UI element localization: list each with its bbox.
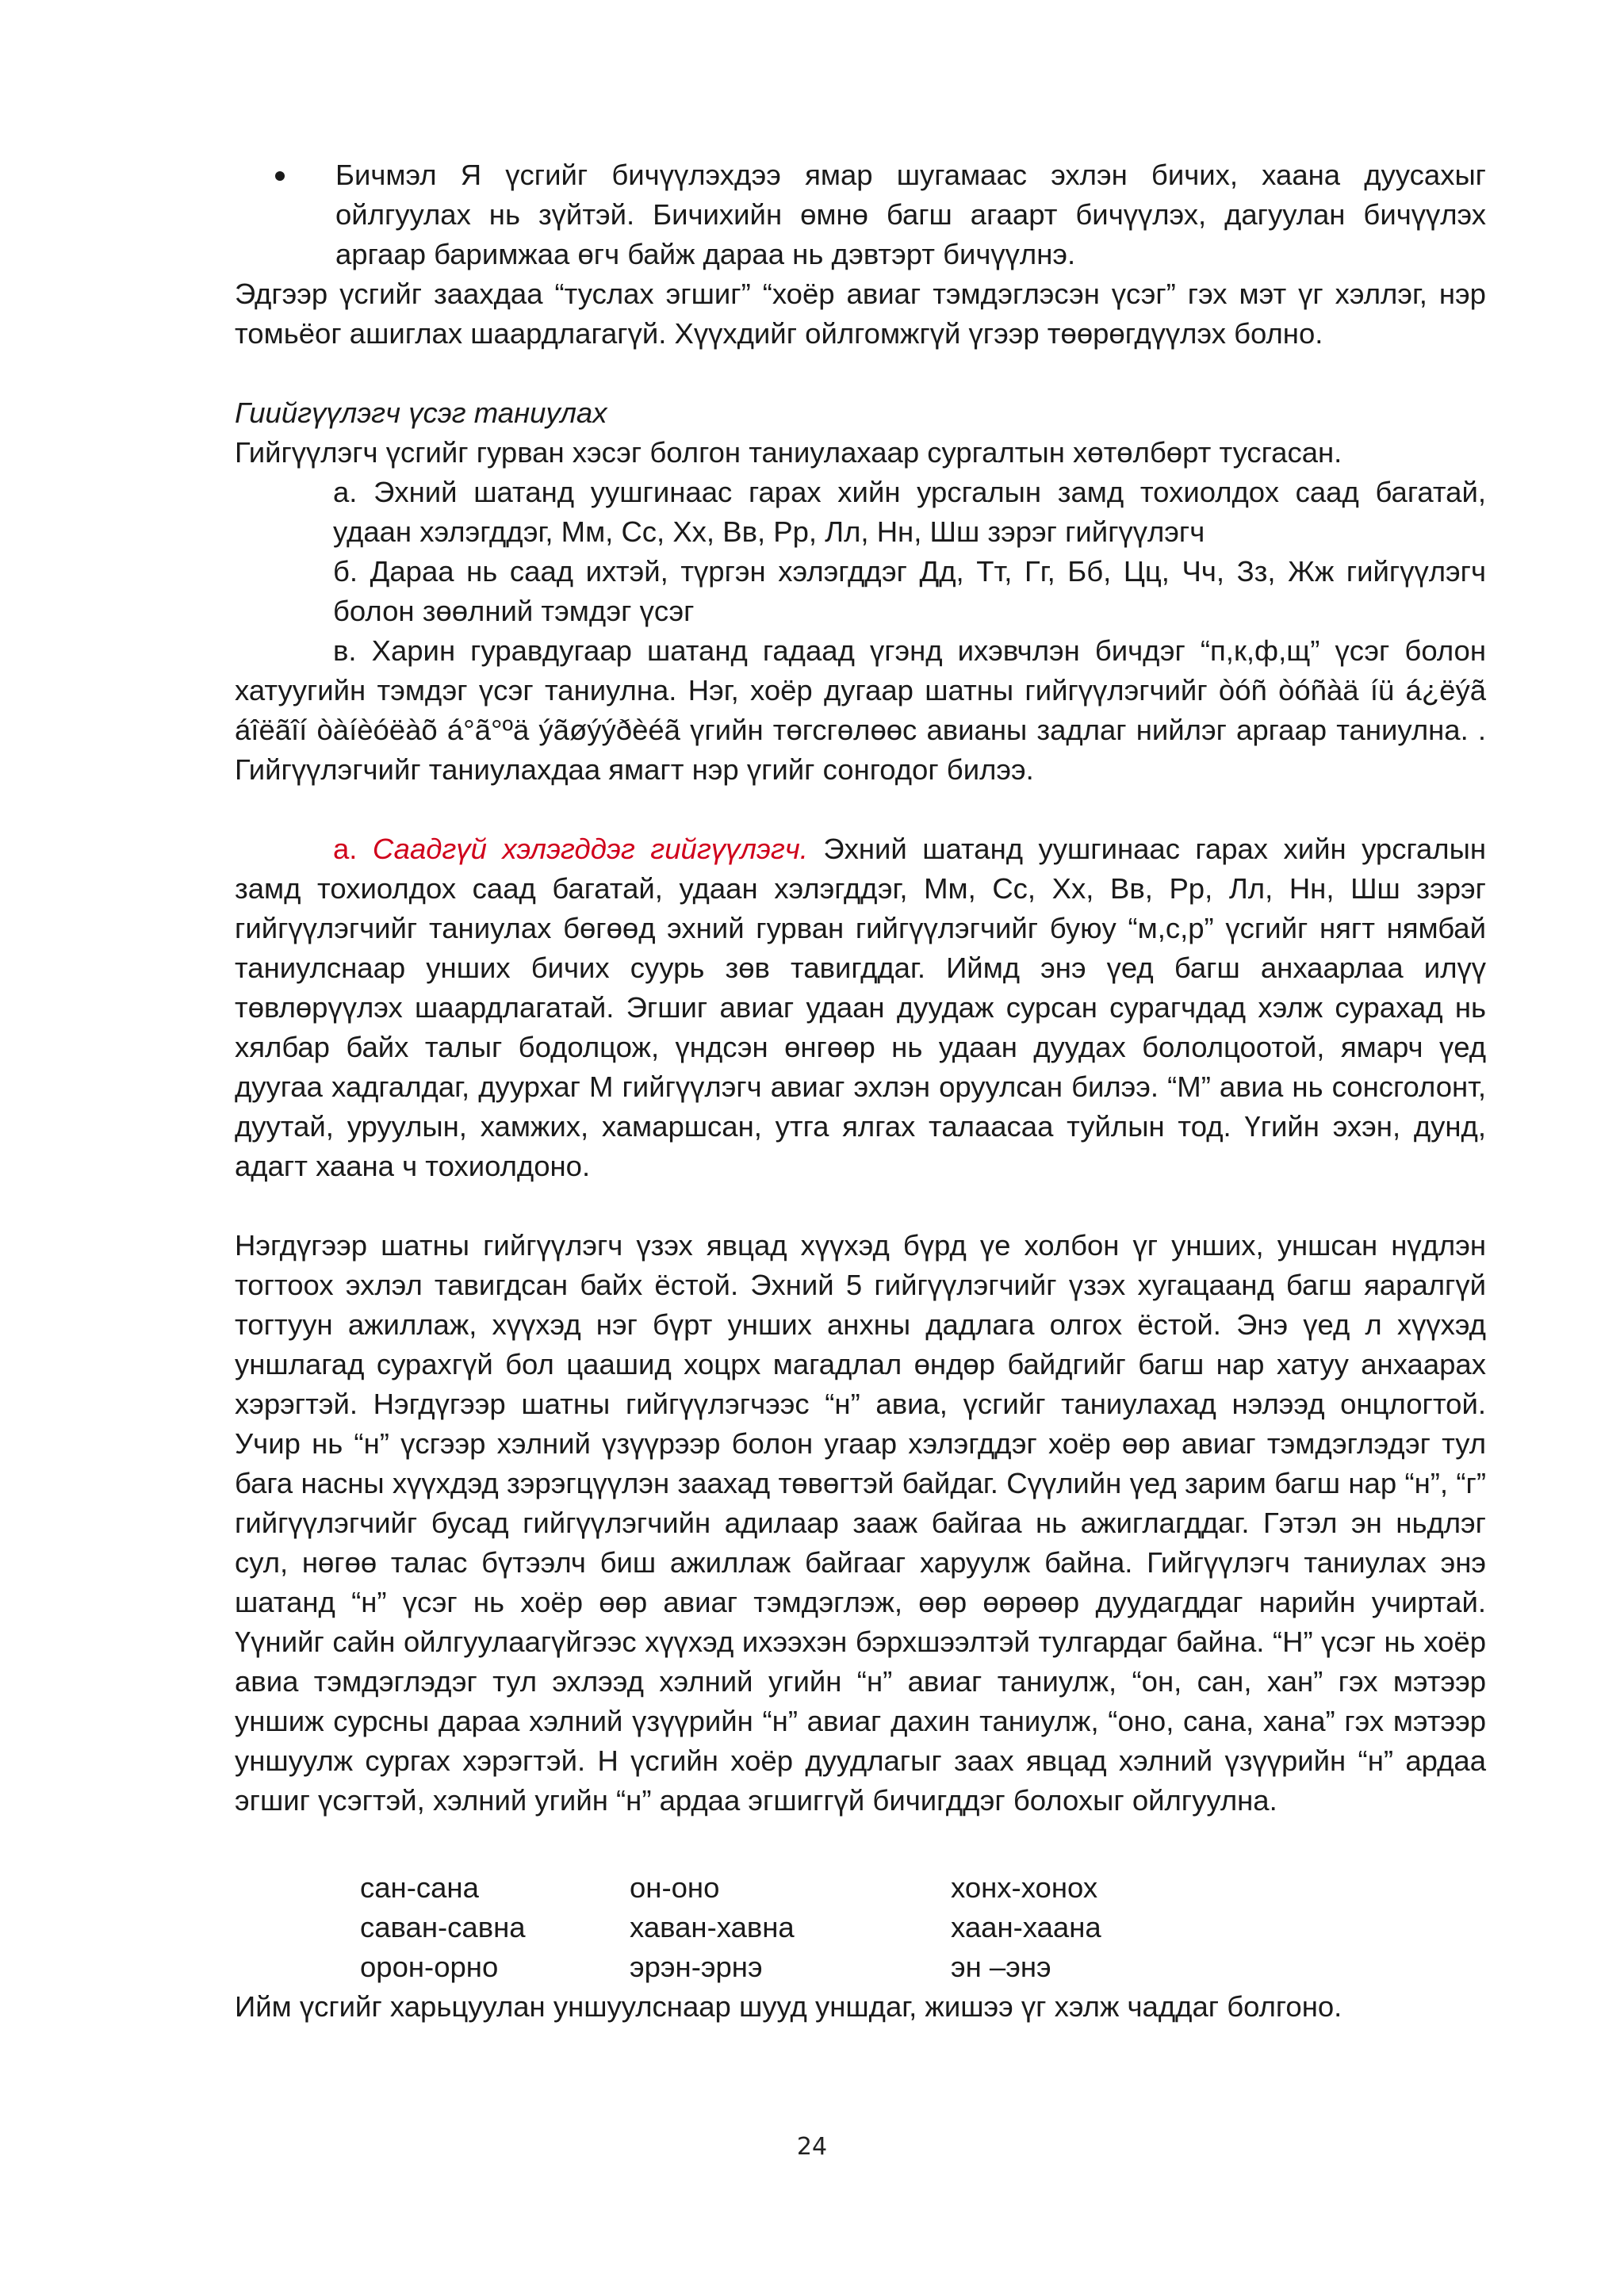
stage-v-item: в. Харин гуравдугаар шатанд гадаад үгэнд ихэвчлэн бичдэг “п,к,ф,щ” үсэг болон хатуугийн тэмдэг үсэг таниулна. Нэг, хоёр дугаар шатны гийгүүлэгчийг òóñ òóñàä íü á¿ëýã áîëãîí òàíèóëàõ á°ã°ºä ýãøýýðèéã үгийн төгсгөлөөс авианы задлаг нийлэг аргаар таниулна. . Гийгүүлэгчийг таниулахдаа ямагт нэр үгийг сонгодог билээ. bbox=[235, 634, 1486, 786]
subsection-label: а. bbox=[333, 833, 358, 865]
intro-paragraph: Эдгээр үсгийг заахдаа “туслах эгшиг” “хоёр авиаг тэмдэглэсэн үсэг” гэх мэт үг хэллэг, нэр томьёог ашиглах шаардлагагүй. Хүүхдийг ойлгомжгүй үгээр төөрөгдүүлэх болно. bbox=[235, 278, 1486, 350]
word-cell: он-оно bbox=[630, 1871, 720, 1904]
subsection-body: Эхний шатанд уушгинаас гарах хийн урсгалын замд тохиолдох саад багатай, удаан хэлэгддэг, Мм, Сс, Хх, Вв, Рр, Лл, Нн, Шш зэрэг гийгүүлэгчийг таниулах бөгөөд эхний гурван гийгүүлэгчийг буюу “м,с,р” үсгийг нягт нямбай таниулснаар унших бичих суурь зөв тавигддаг. Иймд энэ үед багш анхаарлаа илүү төвлөрүүлэх шаардлагатай. Эгшиг авиаг удаан дуудаж сурсан сурагчдад хэлж сурахад нь хялбар байх талыг бодолцож, үндсэн өнгөөр нь удаан дуудах бололцоотой, ямарч үед дуугаа хадгалдаг, дуурхаг М гийгүүлэгч авиаг эхлэн оруулсан билээ. “М” авиа нь сонсголонт, дуутай, уруулын, хамжих, хамаршсан, утга ялгах талаасаа туйлын тод. Үгийн эхэн, дунд, адагт хаана ч тохиолдоно. bbox=[235, 833, 1486, 1182]
word-cell: эрэн-эрнэ bbox=[630, 1951, 763, 1983]
final-paragraph: Ийм үсгийг харьцуулан уншуулснаар шууд уншдаг, жишээ үг хэлж чаддаг болгоно. bbox=[235, 1990, 1342, 2023]
word-row bbox=[360, 1947, 1189, 1987]
page-number: 24 bbox=[796, 2133, 828, 2161]
word-row bbox=[360, 1868, 1189, 1908]
subsection-title: Саадгүй хэлэгддэг гийгүүлэгч. bbox=[372, 833, 808, 865]
word-pairs-table bbox=[360, 1868, 1189, 1987]
subsection-paragraph bbox=[235, 829, 1486, 1186]
section-heading: Гиийгүүлэгч үсэг таниулах bbox=[235, 396, 607, 429]
word-cell: хонх-хонох bbox=[951, 1871, 1098, 1904]
word-cell: сан-сана bbox=[360, 1871, 479, 1904]
word-row bbox=[360, 1908, 1189, 1947]
word-cell: эн –энэ bbox=[951, 1951, 1051, 1983]
word-cell: орон-орно bbox=[360, 1951, 499, 1983]
word-cell: хаван-хавна bbox=[630, 1911, 795, 1943]
bullet-list-item bbox=[283, 155, 1486, 274]
stage-b-item: б. Дараа нь саад ихтэй, түргэн хэлэгддэг Дд, Тт, Гг, Бб, Цц, Чч, Зз, Жж гийгүүлэгч болон зөөлний тэмдэг үсэг bbox=[333, 555, 1486, 627]
word-cell: саван-савна bbox=[360, 1911, 526, 1943]
bullet-text: Бичмэл Я үсгийг бичүүлэхдээ ямар шугамаас эхлэн бичих, хаана дуусахыг ойлгуулах нь зүйтэй. Бичихийн өмнө багш агаарт бичүүлэх, дагуулан бичүүлэх аргаар баримжаа өгч байж дараа нь дэвтэрт бичүүлнэ. bbox=[335, 159, 1486, 270]
word-cell: хаан-хаана bbox=[951, 1911, 1101, 1943]
section-intro: Гийгүүлэгч үсгийг гурван хэсэг болгон таниулахаар сургалтын хөтөлбөрт тусгасан. bbox=[235, 436, 1342, 469]
bullet-icon bbox=[275, 171, 285, 181]
stage-a-item: а. Эхний шатанд уушгинаас гарах хийн урсгалын замд тохиолдох саад багатай, удаан хэлэгддэг, Мм, Сс, Хх, Вв, Рр, Лл, Нн, Шш зэрэг гийгүүлэгч bbox=[333, 476, 1486, 548]
main-paragraph: Нэгдүгээр шатны гийгүүлэгч үзэх явцад хүүхэд бүрд үе холбон үг унших, уншсан нүдлэн тогтоох эхлэл тавигдсан байх ёстой. Эхний 5 гийгүүлэгчийг үзэх хугацаанд багш яаралгүй тогтуун ажиллаж, хүүхэд нэг бүрт унших анхны дадлага олгох ёстой. Энэ үед л хүүхэд уншлагад сурахгүй бол цаашид хоцрх магадлал өндөр байдгийг багш нар хатуу анхаарах хэрэгтэй. Нэгдүгээр шатны гийгүүлэгчээс “н” авиа, үсгийг таниулахад нэлээд онцлогтой. Учир нь “н” үсгээр хэлний үзүүрээр болон угаар хэлэгддэг хоёр өөр авиаг тэмдэглэдэг тул бага насны хүүхдэд зэрэгцүүлэн заахад төвөгтэй байдаг. Сүүлийн үед зарим багш нар “н”, “г” гийгүүлэгчийг бусад гийгүүлэгчийн адилаар зааж байгаа нь ажиглагддаг. Гэтэл эн ньдлэг сул, нөгөө талас бүтээлч биш ажиллаж байгааг харуулж байна. Гийгүүлэгч таниулах энэ шатанд “н” үсэг нь хоёр өөр авиаг тэмдэглэж, өөр өөрөөр дуудагддаг нарийн учиртай. Үүнийг сайн ойлгуулаагүйгээс хүүхэд ихээхэн бэрхшээлтэй тулгардаг байна. “Н” үсэг нь хоёр авиа тэмдэглэдэг тул эхлээд хэлний угийн “н” авиаг таниулж, “он, сан, хан” гэх мэтээр уншиж сурсны дараа хэлний үзүүрийн “н” авиаг дахин таниулж, “оно, сана, хана” гэх мэтээр уншуулж сургах хэрэгтэй. Н үсгийн хоёр дуудлагыг заах явцад хэлний үзүүрийн “н” ардаа эгшиг үсэгтэй, хэлний угийн “н” ардаа эгшиггүй бичигддэг болохыг ойлгуулна. bbox=[235, 1229, 1486, 1817]
